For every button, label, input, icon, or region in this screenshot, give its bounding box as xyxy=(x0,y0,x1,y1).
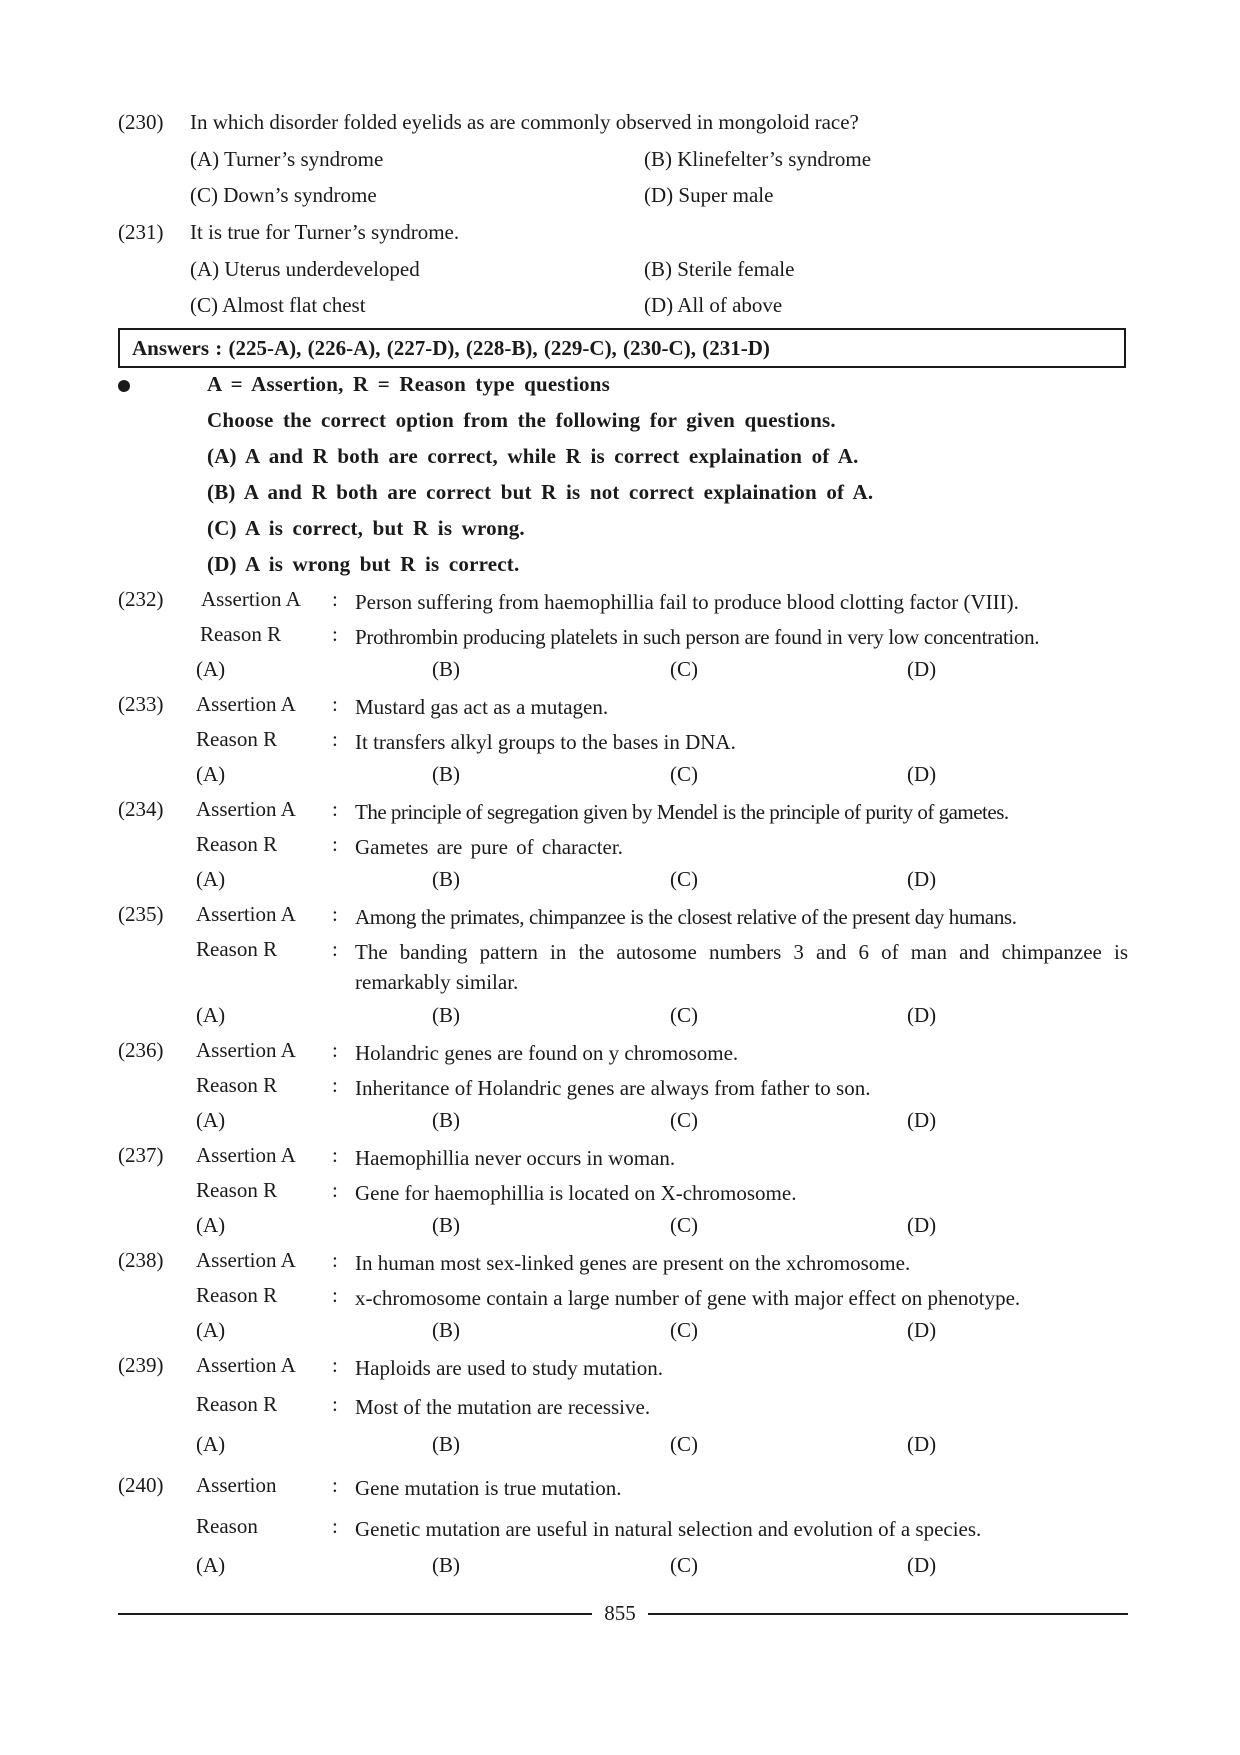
reason-label: Reason R xyxy=(196,727,278,751)
answers-text: Answers : (225-A), (226-A), (227-D), (228-B), (229-C), (230-C), (231-D) xyxy=(132,336,770,360)
assertion-label: Assertion A xyxy=(196,1038,296,1062)
assertion-text: Mustard gas act as a mutagen. xyxy=(355,695,609,719)
question-number: (235) xyxy=(118,902,164,926)
colon: : xyxy=(332,1283,338,1307)
option-b: (B) xyxy=(432,1432,460,1456)
option-a: (A) xyxy=(196,1553,226,1577)
question-number: (236) xyxy=(118,1038,164,1062)
assertion-label: Assertion A xyxy=(196,1143,296,1167)
colon: : xyxy=(332,902,338,926)
reason-label: Reason xyxy=(196,1514,258,1538)
colon: : xyxy=(332,1038,338,1062)
question-number: (239) xyxy=(118,1353,164,1377)
option-b: (B) xyxy=(432,1553,460,1577)
reason-label: Reason R xyxy=(200,622,282,646)
option-b: (B) xyxy=(432,1318,460,1342)
answers-box xyxy=(118,328,1126,368)
instruction-option-b: (B) A and R both are correct but R is not correct explaination of A. xyxy=(207,480,874,504)
question-text: In which disorder folded eyelids as are commonly observed in mongoloid race? xyxy=(190,110,859,134)
reason-text: Gametes are pure of character. xyxy=(355,835,623,859)
colon: : xyxy=(332,797,338,821)
reason-text: The banding pattern in the autosome numbers 3 and 6 of man and chimpanzee is remarkably similar. xyxy=(355,940,1128,994)
option-c: (C) xyxy=(670,657,698,681)
option-c: (C) xyxy=(670,1003,698,1027)
option-a: (A) xyxy=(196,1432,226,1456)
colon: : xyxy=(332,622,338,646)
assertion-text: In human most sex-linked genes are present on the xchromosome. xyxy=(355,1251,911,1275)
page-number: 855 xyxy=(604,1601,636,1625)
assertion-text: Person suffering from haemophillia fail to produce blood clotting factor (VIII). xyxy=(355,590,1019,614)
assertion-text: Gene mutation is true mutation. xyxy=(355,1476,622,1500)
option-d: (D) xyxy=(907,1213,937,1237)
colon: : xyxy=(332,727,338,751)
question-number: (233) xyxy=(118,692,164,716)
option-a: (A) xyxy=(196,657,226,681)
option-d: (D) xyxy=(907,1108,937,1132)
option-a: (A) xyxy=(196,1003,226,1027)
reason-label: Reason R xyxy=(196,937,278,961)
option-b: (B) xyxy=(432,1213,460,1237)
colon: : xyxy=(332,937,338,961)
assertion-text: Holandric genes are found on y chromosome. xyxy=(355,1041,739,1065)
reason-text: Gene for haemophillia is located on X-chromosome. xyxy=(355,1181,797,1205)
colon: : xyxy=(332,1514,338,1538)
question-number: (238) xyxy=(118,1248,164,1272)
reason-label: Reason R xyxy=(196,1073,278,1097)
colon: : xyxy=(332,1353,338,1377)
option-d: (D) xyxy=(907,867,937,891)
option-a: (A) xyxy=(196,867,226,891)
footer-rule-right xyxy=(648,1613,1128,1615)
instruction-option-a: (A) A and R both are correct, while R is correct explaination of A. xyxy=(207,444,859,468)
option-c: (C) xyxy=(670,1553,698,1577)
option-d: (D) xyxy=(907,657,937,681)
reason-label: Reason R xyxy=(196,1283,278,1307)
reason-text: It transfers alkyl groups to the bases in DNA. xyxy=(355,730,736,754)
option-b: (B) xyxy=(432,1003,460,1027)
option-d: (D) Super male xyxy=(644,183,774,207)
option-a: (A) xyxy=(196,1108,226,1132)
colon: : xyxy=(332,1178,338,1202)
question-number: (234) xyxy=(118,797,164,821)
assertion-label: Assertion A xyxy=(196,692,296,716)
reason-text: x-chromosome contain a large number of gene with major effect on phenotype. xyxy=(355,1286,1021,1310)
option-b: (B) Klinefelter’s syndrome xyxy=(644,147,872,171)
reason-text: Most of the mutation are recessive. xyxy=(355,1395,651,1419)
question-number: (240) xyxy=(118,1473,164,1497)
colon: : xyxy=(332,1143,338,1167)
colon: : xyxy=(332,1073,338,1097)
option-a: (A) Turner’s syndrome xyxy=(190,147,384,171)
bullet-icon xyxy=(118,380,130,392)
option-c: (C) xyxy=(670,762,698,786)
assertion-text: Among the primates, chimpanzee is the closest relative of the present day humans. xyxy=(355,905,1017,929)
option-d: (D) xyxy=(907,1553,937,1577)
instruction-heading: A = Assertion, R = Reason type questions xyxy=(207,372,610,396)
assertion-text: The principle of segregation given by Mendel is the principle of purity of gametes. xyxy=(355,800,1009,824)
reason-label: Reason R xyxy=(196,1392,278,1416)
colon: : xyxy=(332,692,338,716)
assertion-label: Assertion A xyxy=(196,797,296,821)
colon: : xyxy=(332,1392,338,1416)
assertion-label: Assertion xyxy=(196,1473,277,1497)
colon: : xyxy=(332,1248,338,1272)
option-a: (A) xyxy=(196,762,226,786)
option-d: (D) xyxy=(907,1318,937,1342)
option-d: (D) xyxy=(907,762,937,786)
option-c: (C) xyxy=(670,1318,698,1342)
question-number: (237) xyxy=(118,1143,164,1167)
option-a: (A) xyxy=(196,1213,226,1237)
option-a: (A) Uterus underdeveloped xyxy=(190,257,420,281)
option-b: (B) xyxy=(432,657,460,681)
question-number: (231) xyxy=(118,220,164,244)
colon: : xyxy=(332,832,338,856)
option-c: (C) Almost flat chest xyxy=(190,293,366,317)
option-d: (D) All of above xyxy=(644,293,783,317)
instruction-option-c: (C) A is correct, but R is wrong. xyxy=(207,516,525,540)
assertion-text: Haploids are used to study mutation. xyxy=(355,1356,663,1380)
reason-text: Inheritance of Holandric genes are always from father to son. xyxy=(355,1076,871,1100)
option-d: (D) xyxy=(907,1003,937,1027)
reason-text: Prothrombin producing platelets in such person are found in very low concentration. xyxy=(355,625,1040,649)
option-c: (C) xyxy=(670,1108,698,1132)
question-231 xyxy=(118,220,1128,320)
assertion-text: Haemophillia never occurs in woman. xyxy=(355,1146,676,1170)
question-number: (232) xyxy=(118,587,164,611)
option-b: (B) xyxy=(432,1108,460,1132)
assertion-label: Assertion A xyxy=(201,587,301,611)
reason-label: Reason R xyxy=(196,832,278,856)
question-text: It is true for Turner’s syndrome. xyxy=(190,220,460,244)
option-c: (C) Down’s syndrome xyxy=(190,183,377,207)
option-b: (B) xyxy=(432,762,460,786)
instruction-option-d: (D) A is wrong but R is correct. xyxy=(207,552,520,576)
instruction-line: Choose the correct option from the following for given questions. xyxy=(207,408,836,432)
option-b: (B) xyxy=(432,867,460,891)
assertion-label: Assertion A xyxy=(196,1353,296,1377)
assertion-label: Assertion A xyxy=(196,902,296,926)
option-d: (D) xyxy=(907,1432,937,1456)
question-230 xyxy=(118,110,1128,210)
reason-text: Genetic mutation are useful in natural selection and evolution of a species. xyxy=(355,1517,982,1541)
question-number: (230) xyxy=(118,110,164,134)
colon: : xyxy=(332,1473,338,1497)
option-b: (B) Sterile female xyxy=(644,257,795,281)
option-c: (C) xyxy=(670,867,698,891)
colon: : xyxy=(332,587,338,611)
option-c: (C) xyxy=(670,1432,698,1456)
assertion-label: Assertion A xyxy=(196,1248,296,1272)
option-a: (A) xyxy=(196,1318,226,1342)
reason-label: Reason R xyxy=(196,1178,278,1202)
footer-rule-left xyxy=(118,1613,592,1615)
option-c: (C) xyxy=(670,1213,698,1237)
